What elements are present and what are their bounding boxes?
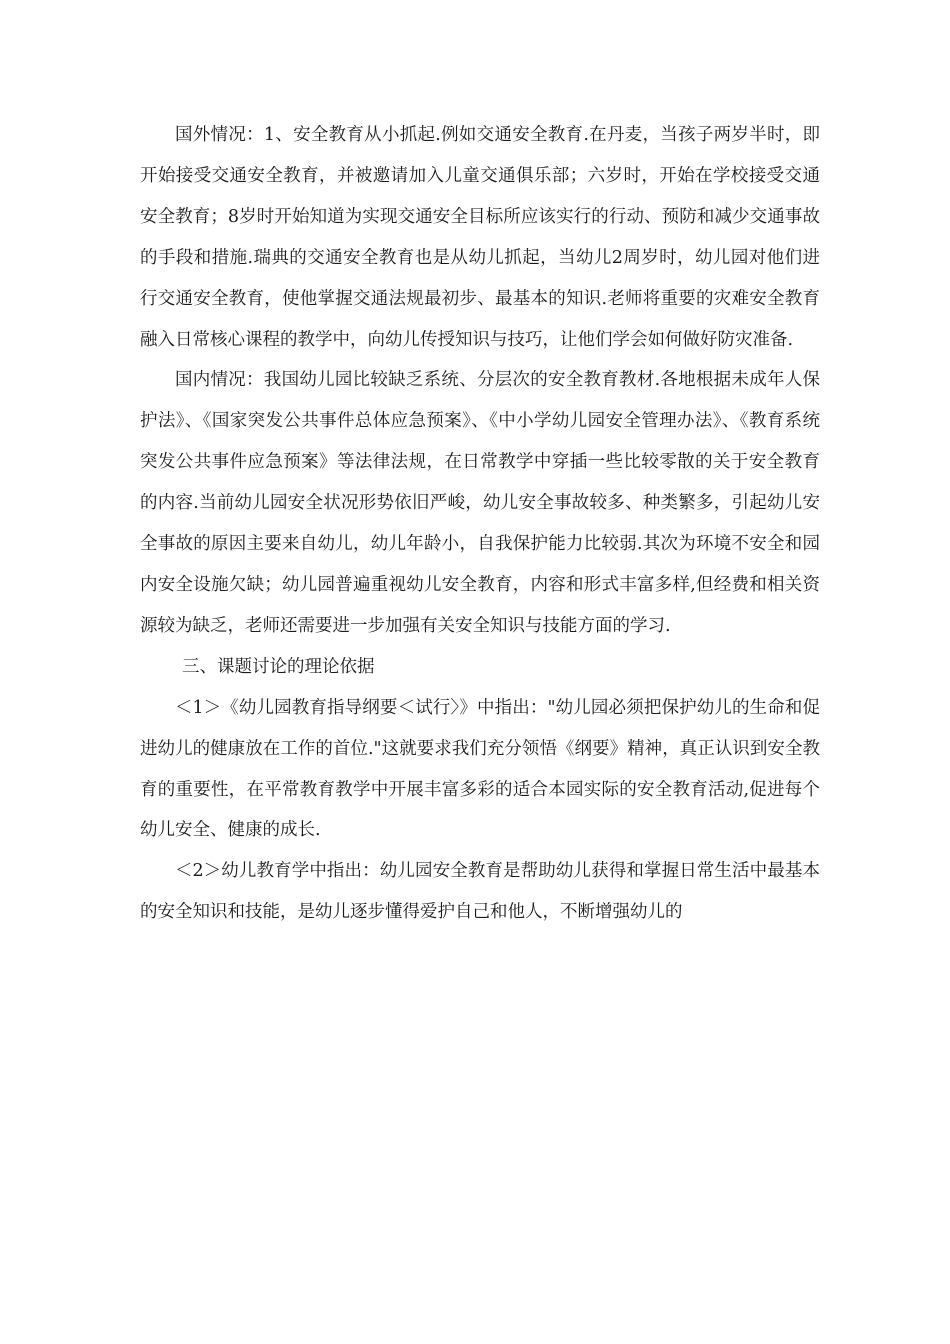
paragraph-basis-2: ＜2＞幼儿教育学中指出：幼儿园安全教育是帮助幼儿获得和掌握日常生活中最基本的安全知识和技能，是幼儿逐步懂得爱护自己和他人，不断增强幼儿的 [140,861,820,923]
paragraph-domestic-situation: 国内情况：我国幼儿园比较缺乏系统、分层次的安全教育教材.各地根据未成年人保护法》、《国家突发公共事件总体应急预案》、《中小学幼儿园安全管理办法》、《教育系统突发公共事件应急预案》等法律法规，在日常教学中穿插一些比较零散的关于安全教育的内容.当前幼儿园安全状况形势依旧严峻，幼儿安全事故较多、种类繁多，引起幼儿安全事故的原因主要来自幼儿，幼儿年龄小，自我保护能力比较弱.其次为环境不安全和园内安全设施欠缺；幼儿园普遍重视幼儿安全教育，内容和形式丰富多样,但经费和相关资源较为缺乏，老师还需要进一步加强有关安全知识与技能方面的学习. [140,370,820,636]
section-heading-theoretical-basis: 三、课题讨论的理论依据 [182,656,375,677]
paragraph-basis-1: ＜1＞《幼儿园教育指导纲要＜试行〉》中指出："幼儿园必须把保护幼儿的生命和促进幼儿的健康放在工作的首位."这就要求我们充分领悟《纲要》精神，真正认识到安全教育的重要性，在平常教育教学中开展丰富多彩的适合本园实际的安全教育活动,促进每个幼儿安全、健康的成长. [140,697,820,841]
paragraph-foreign-situation: 国外情况：1、安全教育从小抓起.例如交通安全教育.在丹麦，当孩子两岁半时，即开始接受交通安全教育，并被邀请加入儿童交通俱乐部；六岁时，开始在学校接受交通安全教育；8岁时开始知道为实现交通安全目标所应该实行的行动、预防和减少交通事故的手段和措施.瑞典的交通安全教育也是从幼儿抓起，当幼儿2周岁时，幼儿园对他们进行交通安全教育，使他掌握交通法规最初步、最基本的知识.老师将重要的灾难安全教育融入日常核心课程的教学中，向幼儿传授知识与技巧，让他们学会如何做好防灾准备. [140,125,820,350]
document-body [140,115,820,933]
